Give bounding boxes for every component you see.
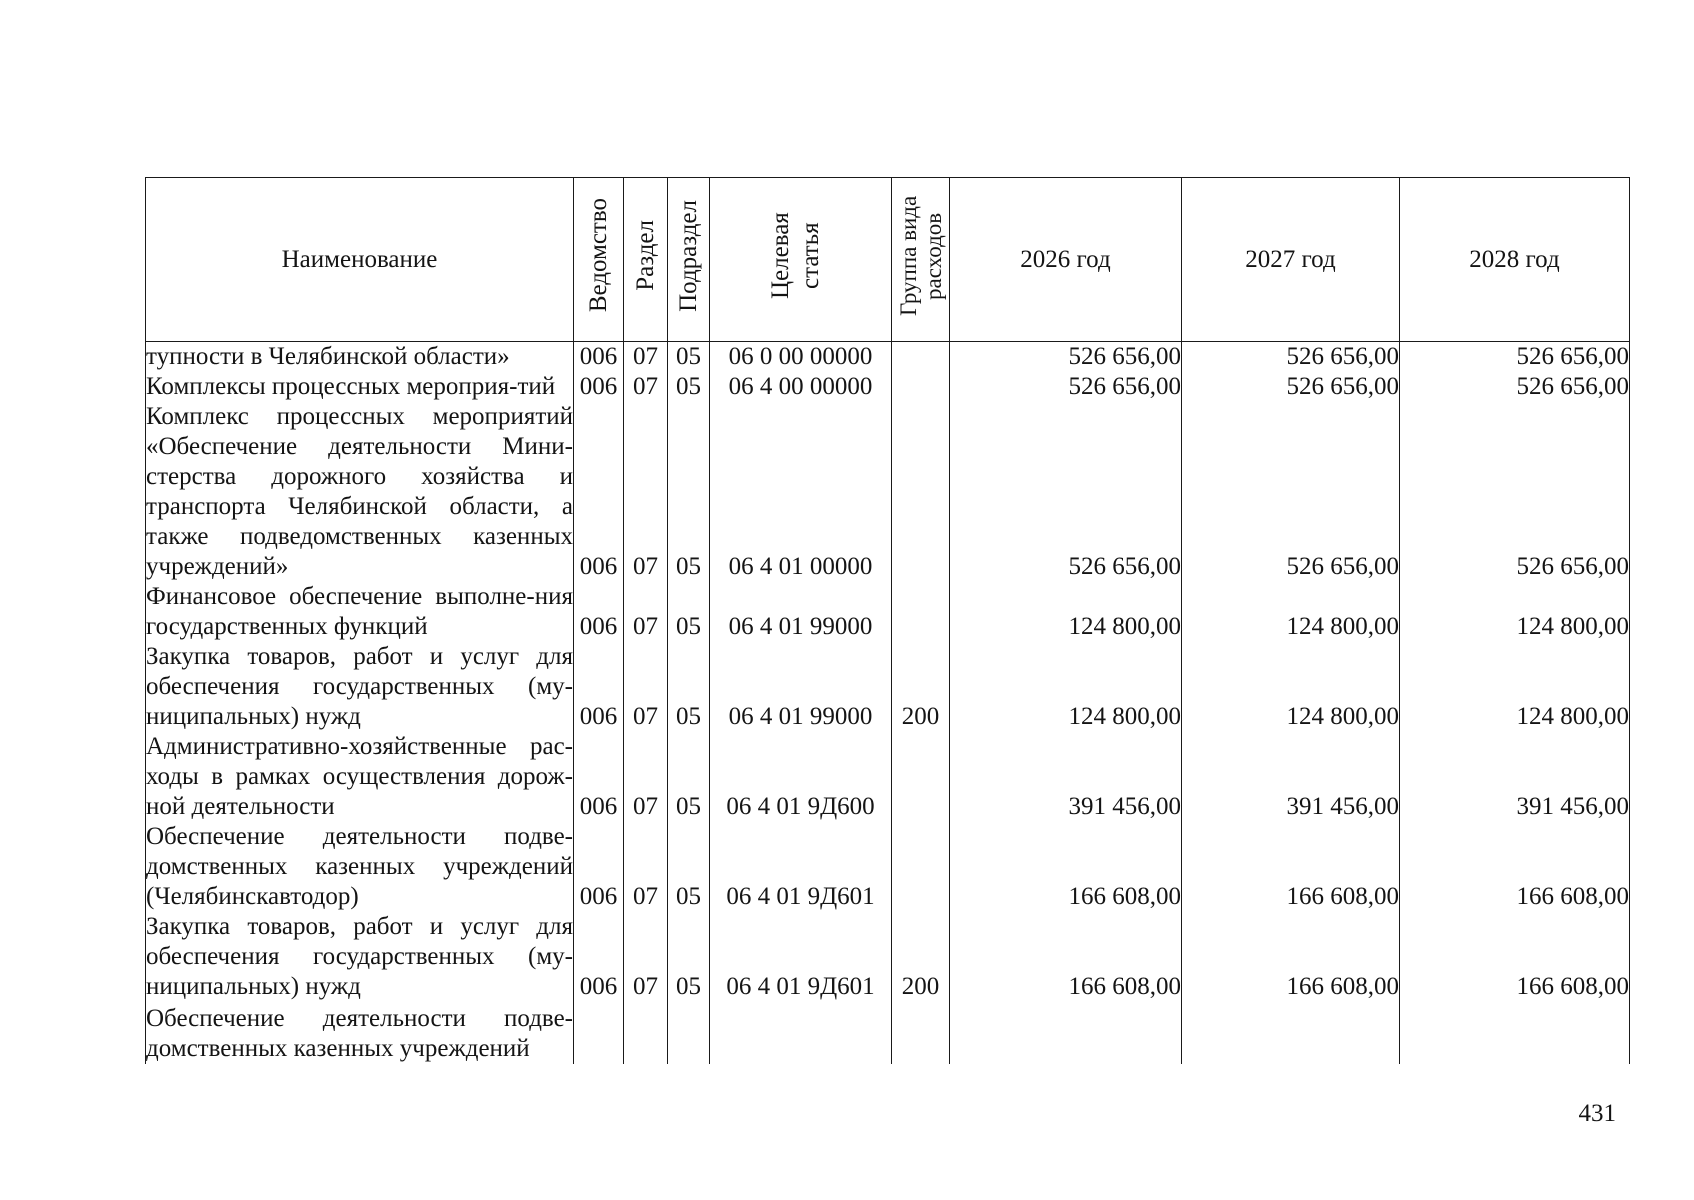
header-2028: 2028 год — [1400, 178, 1630, 342]
row-2027: 526 656,00 — [1182, 372, 1400, 402]
row-target: 06 4 01 00000 — [710, 402, 892, 582]
row-podrazdel: 05 — [668, 732, 710, 822]
row-2026: 124 800,00 — [950, 642, 1182, 732]
row-group — [892, 402, 950, 582]
row-razdel: 07 — [624, 732, 668, 822]
row-name: Закупка товаров, работ и услуг для обеспечения государственных (му-ниципальных) нужд — [146, 643, 573, 730]
row-vedomstvo: 006 — [574, 822, 624, 912]
row-name: Административно-хозяйственные рас-ходы в рамках осуществления дорож-ной деятельности — [146, 733, 573, 820]
row-2026: 166 608,00 — [950, 822, 1182, 912]
header-gruppa — [892, 178, 950, 342]
header-podrazdel — [668, 178, 710, 342]
row-podrazdel: 05 — [668, 372, 710, 402]
row-target — [710, 1002, 892, 1064]
header-razdel — [624, 178, 668, 342]
table-row — [146, 402, 1630, 582]
row-group — [892, 342, 950, 373]
row-2028: 526 656,00 — [1400, 342, 1630, 373]
header-row — [146, 178, 1630, 342]
row-2026 — [950, 1002, 1182, 1064]
header-razdel-label: Раздел — [631, 220, 659, 291]
row-razdel — [624, 1002, 668, 1064]
row-vedomstvo: 006 — [574, 582, 624, 642]
row-group: 200 — [892, 642, 950, 732]
header-2026: 2026 год — [950, 178, 1182, 342]
row-name: Обеспечение деятельности подве-домственных казенных учреждений — [146, 1002, 574, 1064]
table-row — [146, 1002, 1630, 1064]
row-name: Обеспечение деятельности подве-домственных казенных учреждений (Челябинскавтодор) — [146, 823, 573, 910]
row-2028: 124 800,00 — [1400, 582, 1630, 642]
row-name: Комплексы процессных мероприя-тий — [146, 372, 574, 402]
row-name: тупности в Челябинской области» — [146, 342, 574, 373]
table-row — [146, 372, 1630, 402]
row-2028 — [1400, 1002, 1630, 1064]
row-group — [892, 1002, 950, 1064]
row-name: Комплекс процессных мероприятий «Обеспечение деятельности Мини-стерства дорожного хозяйства и транспорта Челябинской области, а также подведомственных казенных учреждений» — [146, 403, 573, 580]
row-2028: 526 656,00 — [1400, 372, 1630, 402]
row-2027 — [1182, 1002, 1400, 1064]
header-gruppa-label: Группа вида расходов — [895, 195, 946, 316]
row-2027: 166 608,00 — [1182, 912, 1400, 1002]
row-2028: 166 608,00 — [1400, 822, 1630, 912]
row-2028: 124 800,00 — [1400, 642, 1630, 732]
row-group — [892, 732, 950, 822]
table-row — [146, 822, 1630, 912]
row-target: 06 4 01 9Д601 — [710, 822, 892, 912]
row-vedomstvo — [574, 1002, 624, 1064]
row-vedomstvo: 006 — [574, 402, 624, 582]
row-target: 06 4 01 99000 — [710, 642, 892, 732]
table-row — [146, 342, 1630, 373]
row-vedomstvo: 006 — [574, 732, 624, 822]
row-group — [892, 372, 950, 402]
row-2026: 391 456,00 — [950, 732, 1182, 822]
row-target: 06 0 00 00000 — [710, 342, 892, 373]
header-vedomstvo — [574, 178, 624, 342]
row-2028: 166 608,00 — [1400, 912, 1630, 1002]
row-group: 200 — [892, 912, 950, 1002]
table-row — [146, 732, 1630, 822]
row-2027: 166 608,00 — [1182, 822, 1400, 912]
row-2028: 526 656,00 — [1400, 402, 1630, 582]
row-group — [892, 582, 950, 642]
row-razdel: 07 — [624, 912, 668, 1002]
row-2028: 391 456,00 — [1400, 732, 1630, 822]
row-podrazdel: 05 — [668, 582, 710, 642]
row-target: 06 4 01 9Д600 — [710, 732, 892, 822]
row-razdel: 07 — [624, 642, 668, 732]
row-2027: 391 456,00 — [1182, 732, 1400, 822]
row-vedomstvo: 006 — [574, 342, 624, 373]
row-target: 06 4 01 99000 — [710, 582, 892, 642]
row-group — [892, 822, 950, 912]
row-vedomstvo: 006 — [574, 372, 624, 402]
row-2027: 124 800,00 — [1182, 582, 1400, 642]
table-row — [146, 642, 1630, 732]
row-2026: 526 656,00 — [950, 402, 1182, 582]
row-2026: 526 656,00 — [950, 372, 1182, 402]
row-podrazdel: 05 — [668, 642, 710, 732]
header-celevaya-label: Целевая статья — [766, 212, 824, 299]
row-target: 06 4 01 9Д601 — [710, 912, 892, 1002]
row-2026: 124 800,00 — [950, 582, 1182, 642]
row-2027: 526 656,00 — [1182, 402, 1400, 582]
table-row — [146, 912, 1630, 1002]
budget-table — [145, 177, 1630, 1064]
header-celevaya — [710, 178, 892, 342]
row-2026: 166 608,00 — [950, 912, 1182, 1002]
row-podrazdel: 05 — [668, 912, 710, 1002]
header-podrazdel-label: Подраздел — [674, 199, 702, 312]
row-razdel: 07 — [624, 822, 668, 912]
row-podrazdel — [668, 1002, 710, 1064]
row-vedomstvo: 006 — [574, 912, 624, 1002]
header-vedomstvo-label: Ведомство — [584, 198, 612, 313]
row-podrazdel: 05 — [668, 822, 710, 912]
table-row — [146, 582, 1630, 642]
row-2026: 526 656,00 — [950, 342, 1182, 373]
page-number: 431 — [1578, 1100, 1616, 1127]
header-name: Наименование — [146, 178, 574, 342]
header-2027: 2027 год — [1182, 178, 1400, 342]
row-2027: 526 656,00 — [1182, 342, 1400, 373]
row-razdel: 07 — [624, 582, 668, 642]
row-2027: 124 800,00 — [1182, 642, 1400, 732]
row-vedomstvo: 006 — [574, 642, 624, 732]
row-podrazdel: 05 — [668, 342, 710, 373]
row-razdel: 07 — [624, 402, 668, 582]
row-name: Финансовое обеспечение выполне-ния государственных функций — [146, 583, 573, 640]
row-podrazdel: 05 — [668, 402, 710, 582]
row-name: Закупка товаров, работ и услуг для обеспечения государственных (му-ниципальных) нужд — [146, 913, 573, 1000]
row-target: 06 4 00 00000 — [710, 372, 892, 402]
row-razdel: 07 — [624, 342, 668, 373]
row-razdel: 07 — [624, 372, 668, 402]
